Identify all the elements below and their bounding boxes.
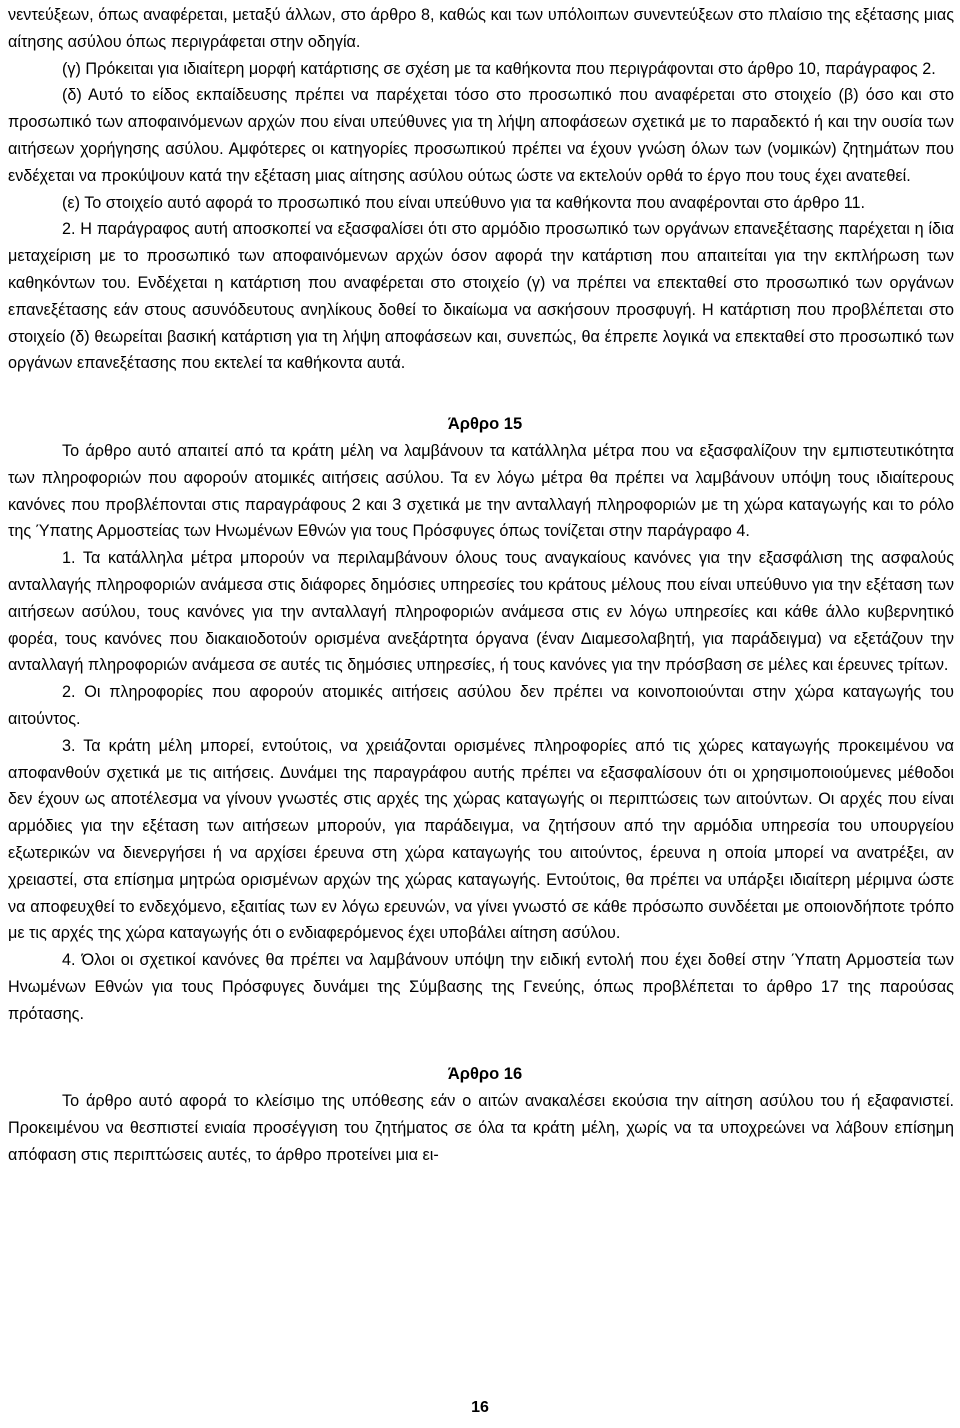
section-spacer bbox=[8, 1027, 954, 1061]
paragraph-continuation: νεντεύξεων, όπως αναφέρεται, μεταξύ άλλων, στο άρθρο 8, καθώς και των υπόλοιπων συνεντεύξεων στο πλαίσιο της εξέτασης μιας αίτησης ασύλου όπως περιγράφεται στην οδηγία. bbox=[8, 6, 954, 51]
page-number: 16 bbox=[471, 1399, 489, 1416]
section-spacer bbox=[8, 377, 954, 411]
article-16-intro: Το άρθρο αυτό αφορά το κλείσιμο της υπόθεσης εάν ο αιτών ανακαλέσει εκούσια την αίτηση ασύλου του ή εξαφανιστεί. Προκειμένου να θεσπιστεί ενιαία προσέγγιση του ζητήματος σε όλα τα κράτη μέλη, χωρίς να τα υποχρεώνει να λάβουν επίσημη απόφαση στις περιπτώσεις αυτές, το άρθρο προτείνει μια ει- bbox=[8, 1092, 954, 1164]
article-15-heading: Άρθρο 15 bbox=[447, 415, 523, 434]
article-15-paragraph-4: 4. Όλοι οι σχετικοί κανόνες θα πρέπει να λαμβάνουν υπόψη την ειδική εντολή που έχει δοθεί στην Ύπατη Αρμοστεία των Ηνωμένων Εθνών για τους Πρόσφυγες δυνάμει της Σύμβασης της Γενεύης, όπως προβλέπεται το άρθρο 17 της παρούσας πρότασης. bbox=[8, 951, 954, 1023]
article-15-intro: Το άρθρο αυτό απαιτεί από τα κράτη μέλη να λαμβάνουν τα κατάλληλα μέτρα που να εξασφαλίζουν την εμπιστευτικότητα των πληροφοριών που αφορούν ατομικές αιτήσεις ασύλου. Τα εν λόγω μέτρα θα πρέπει να λαμβάνουν υπόψη τους ιδιαίτερους κανόνες που προβλέπονται στις παραγράφους 2 και 3 σχετικά με την ανταλλαγή πληροφοριών με τη χώρα καταγωγής και το ρόλο της Ύπατης Αρμοστείας των Ηνωμένων Εθνών για τους Πρόσφυγες όπως τονίζεται στην παράγραφο 4. bbox=[8, 441, 954, 541]
document-page bbox=[8, 2, 954, 1169]
paragraph-item-e: (ε) Το στοιχείο αυτό αφορά το προσωπικό που είναι υπεύθυνο για τα καθήκοντα που αναφέρονται στο άρθρο 11. bbox=[62, 193, 866, 212]
paragraph-item-d: (δ) Αυτό το είδος εκπαίδευσης πρέπει να παρέχεται τόσο στο προσωπικό που αναφέρεται στο στοιχείο (β) όσο και στο προσωπικό των αποφαινόμενων αρχών που είναι υπεύθυνες για τη λήψη αποφάσεων σχετικά με το παραδεκτό ή και την ουσία των αιτήσεων χορήγησης ασύλου. Αμφότερες οι κατηγορίες προσωπικού πρέπει να έχουν γνώση όλων των (νομικών) ζητημάτων που ενδέχεται να προκύψουν κατά την εξέταση μιας αίτησης ασύλου ούτως ώστε να εκτελούν ορθά το έργο που τους έχει ανατεθεί. bbox=[8, 86, 954, 185]
article-16-heading: Άρθρο 16 bbox=[447, 1065, 523, 1084]
article-15-paragraph-1: 1. Τα κατάλληλα μέτρα μπορούν να περιλαμβάνουν όλους τους αναγκαίους κανόνες για την εξασφάλιση της ασφαλούς ανταλλαγής πληροφοριών ανάμεσα στις διάφορες δημόσιες υπηρεσίες του κράτους μέλους που είναι υπεύθυνο για την εξέταση των αιτήσεων ασύλου, τους κανόνες για την ανταλλαγή πληροφοριών ανάμεσα στις εν λόγω υπηρεσίες και κάθε άλλο κυβερνητικό φορέα, τους κανόνες που διακαιοδοτούν ορισμένα ανεξάρτητα όργανα (έναν Διαμεσολαβητή, για παράδειγμα) να εξετάζουν την ανταλλαγή πληροφοριών ανάμεσα σε αυτές τις δημόσιες υπηρεσίες, ή τους κανόνες για την πρόσβαση σε μέλες και έρευνες τρίτων. bbox=[8, 549, 954, 675]
paragraph-item-c: (γ) Πρόκειται για ιδιαίτερη μορφή κατάρτισης σε σχέση με τα καθήκοντα που περιγράφονται στο άρθρο 10, παράγραφος 2. bbox=[62, 59, 936, 78]
article-15-paragraph-3: 3. Τα κράτη μέλη μπορεί, εντούτοις, να χρειάζονται ορισμένες πληροφορίες από τις χώρες καταγωγής προκειμένου να αποφανθούν σχετικά με τις αιτήσεις. Δυνάμει της παραγράφου αυτής πρέπει να εξασφαλίσουν ότι οι χρησιμοποιούμενες μέθοδοι δεν έχουν ως αποτέλεσμα να γίνουν γνωστές στις αρχές της χώρας καταγωγής οι περιπτώσεις των αιτούντων. Οι αρχές που είναι αρμόδιες για την εξέταση των αιτήσεων μπορούν, για παράδειγμα, να ζητήσουν από την αρμόδια υπηρεσία του υπουργείου εξωτερικών να διενεργήσει ή να αρχίσει έρευνα στη χώρα καταγωγής του αιτούντος, έρευνα η οποία μπορεί να ανατρέξει, αν χρειαστεί, στα επίσημα μητρώα ορισμένων αρχών της χώρας καταγωγής. Εντούτοις, θα πρέπει να υπάρξει ιδιαίτερη μέριμνα ώστε να αποφευχθεί το ενδεχόμενο, εξαιτίας των εν λόγω ερευνών, να γίνει γνωστό σε κάθε πρόσωπο συνδέεται με οποιονδήποτε τρόπο με τις αρχές της χώρα καταγωγής ότι ο ενδιαφερόμενος έχει υποβάλει αίτηση ασύλου. bbox=[8, 736, 954, 943]
article-15-paragraph-2: 2. Οι πληροφορίες που αφορούν ατομικές αιτήσεις ασύλου δεν πρέπει να κοινοποιούνται στην χώρα καταγωγής του αιτούντος. bbox=[8, 683, 954, 728]
paragraph-2: 2. Η παράγραφος αυτή αποσκοπεί να εξασφαλίσει ότι στο αρμόδιο προσωπικό των οργάνων επανεξέτασης παρέχεται η ίδια μεταχείριση με το προσωπικό των αποφαινόμενων αρχών όσον αφορά την κατάρτιση που απαιτείται για την εκπλήρωση των καθηκόντων του. Ενδέχεται η κατάρτιση που αναφέρεται στο στοιχείο (γ) να πρέπει να επεκταθεί στο προσωπικό των οργάνων επανεξέτασης εάν στους ασυνόδευτους ανηλίκους δοθεί το δικαίωμα να ασκήσουν προσφυγή. Η κατάρτιση που προβλέπεται στο στοιχείο (δ) θεωρείται βασική κατάρτιση για τη λήψη αποφάσεων και, συνεπώς, θα έπρεπε λογικά να επεκταθεί στο προσωπικό των οργάνων επανεξέτασης που εκτελεί τα καθήκοντα αυτά. bbox=[8, 220, 954, 373]
